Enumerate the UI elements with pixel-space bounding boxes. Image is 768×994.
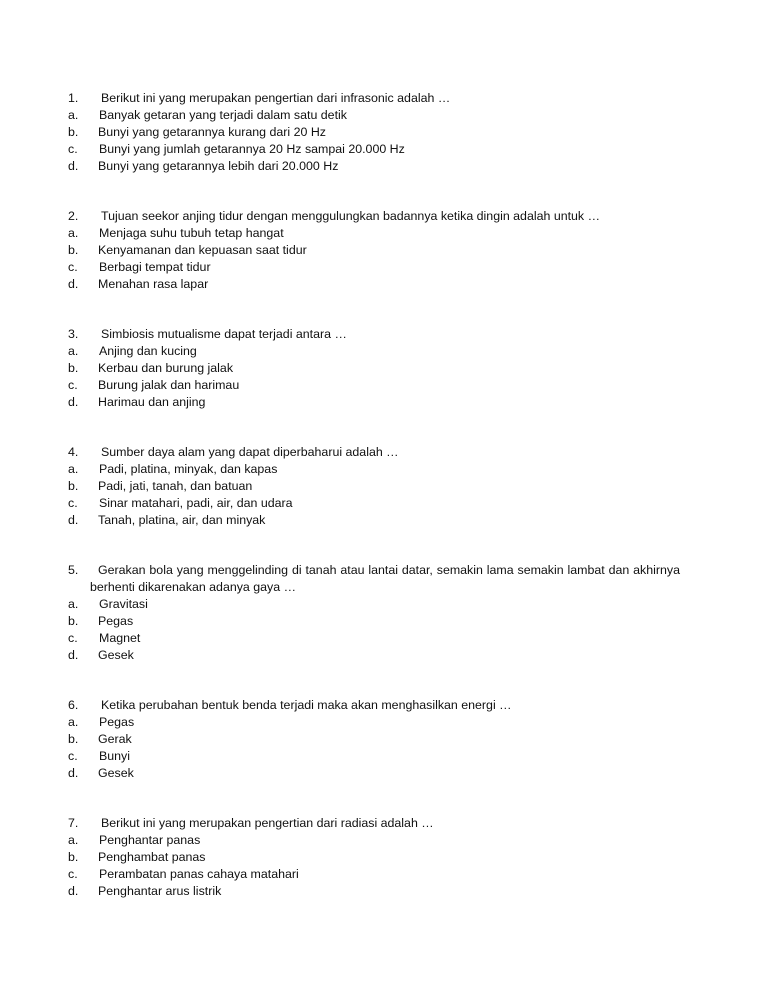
option-text: Gesek <box>98 766 134 780</box>
option-text: Bunyi yang jumlah getarannya 20 Hz sampai 20.000 Hz <box>99 142 405 156</box>
question-list <box>68 90 680 933</box>
question-text: Berikut ini yang merupakan pengertian dari radiasi adalah … <box>101 816 434 830</box>
option-text: Padi, platina, minyak, dan kapas <box>99 462 278 476</box>
option-text: Banyak getaran yang terjadi dalam satu detik <box>99 108 347 122</box>
question-number: 7. <box>68 816 79 830</box>
option-row <box>68 461 680 478</box>
option-row <box>68 883 680 900</box>
option-letter: d. <box>68 159 79 173</box>
option-text: Bunyi yang getarannya kurang dari 20 Hz <box>98 125 326 139</box>
question-number: 3. <box>68 327 79 341</box>
option-letter: c. <box>68 378 78 392</box>
question-item <box>68 444 680 529</box>
option-row <box>68 714 680 731</box>
option-text: Menahan rasa lapar <box>98 277 209 291</box>
option-text: Burung jalak dan harimau <box>98 378 240 392</box>
option-text: Gerak <box>98 732 132 746</box>
option-text: Pegas <box>99 715 135 729</box>
option-letter: d. <box>68 277 79 291</box>
option-row <box>68 158 680 175</box>
option-text: Penghantar panas <box>99 833 201 847</box>
option-text: Anjing dan kucing <box>99 344 197 358</box>
option-row <box>68 849 680 866</box>
option-row <box>68 647 680 664</box>
option-row <box>68 613 680 630</box>
option-letter: b. <box>68 614 79 628</box>
question-item <box>68 208 680 293</box>
option-text: Harimau dan anjing <box>98 395 206 409</box>
option-text: Pegas <box>98 614 134 628</box>
option-row <box>68 124 680 141</box>
question-text: Tujuan seekor anjing tidur dengan menggulungkan badannya ketika dingin adalah untuk … <box>101 209 600 223</box>
option-letter: b. <box>68 361 79 375</box>
question-number: 1. <box>68 91 79 105</box>
option-row <box>68 141 680 158</box>
option-row <box>68 495 680 512</box>
option-letter: d. <box>68 395 79 409</box>
option-letter: b. <box>68 125 79 139</box>
option-row <box>68 276 680 293</box>
option-letter: a. <box>68 344 79 358</box>
question-number: 2. <box>68 209 79 223</box>
option-letter: c. <box>68 749 78 763</box>
question-number: 6. <box>68 698 79 712</box>
option-text: Magnet <box>99 631 141 645</box>
question-text: Gerakan bola yang menggelinding di tanah atau lantai datar, semakin lama semakin lambat dan akhirnya berhenti dikarenakan adanya gaya … <box>90 563 680 594</box>
question-item <box>68 326 680 411</box>
question-row <box>68 562 680 596</box>
option-letter: b. <box>68 732 79 746</box>
option-row <box>68 377 680 394</box>
option-letter: a. <box>68 833 79 847</box>
option-letter: d. <box>68 648 79 662</box>
option-letter: a. <box>68 108 79 122</box>
option-text: Menjaga suhu tubuh tetap hangat <box>99 226 284 240</box>
option-row <box>68 242 680 259</box>
option-row <box>68 360 680 377</box>
option-letter: b. <box>68 243 79 257</box>
question-text: Sumber daya alam yang dapat diperbaharui adalah … <box>101 445 399 459</box>
option-text: Padi, jati, tanah, dan batuan <box>98 479 253 493</box>
option-letter: b. <box>68 850 79 864</box>
option-row <box>68 832 680 849</box>
option-letter: c. <box>68 142 78 156</box>
option-row <box>68 731 680 748</box>
option-text: Bunyi yang getarannya lebih dari 20.000 Hz <box>98 159 339 173</box>
question-row <box>68 326 680 343</box>
question-row <box>68 208 680 225</box>
option-letter: d. <box>68 884 79 898</box>
question-item <box>68 562 680 664</box>
option-row <box>68 225 680 242</box>
question-item <box>68 697 680 782</box>
option-text: Perambatan panas cahaya matahari <box>99 867 299 881</box>
option-row <box>68 107 680 124</box>
option-letter: a. <box>68 226 79 240</box>
question-row <box>68 815 680 832</box>
question-text: Ketika perubahan bentuk benda terjadi maka akan menghasilkan energi … <box>101 698 512 712</box>
option-letter: a. <box>68 597 79 611</box>
option-text: Kerbau dan burung jalak <box>98 361 234 375</box>
option-row <box>68 748 680 765</box>
option-row <box>68 596 680 613</box>
question-text: Berikut ini yang merupakan pengertian dari infrasonic adalah … <box>101 91 451 105</box>
option-row <box>68 512 680 529</box>
option-row <box>68 478 680 495</box>
option-row <box>68 630 680 647</box>
question-item <box>68 815 680 900</box>
question-number: 5. <box>68 563 79 577</box>
option-letter: c. <box>68 260 78 274</box>
option-letter: d. <box>68 513 79 527</box>
option-row <box>68 866 680 883</box>
option-text: Gravitasi <box>99 597 148 611</box>
option-row <box>68 343 680 360</box>
option-text: Kenyamanan dan kepuasan saat tidur <box>98 243 307 257</box>
question-row <box>68 697 680 714</box>
option-row <box>68 259 680 276</box>
option-letter: c. <box>68 496 78 510</box>
option-row <box>68 765 680 782</box>
question-number: 4. <box>68 445 79 459</box>
option-row <box>68 394 680 411</box>
option-text: Penghambat panas <box>98 850 206 864</box>
option-letter: c. <box>68 867 78 881</box>
question-row <box>68 444 680 461</box>
question-row <box>68 90 680 107</box>
option-text: Penghantar arus listrik <box>98 884 222 898</box>
question-item <box>68 90 680 175</box>
option-letter: b. <box>68 479 79 493</box>
option-text: Bunyi <box>99 749 130 763</box>
option-text: Berbagi tempat tidur <box>99 260 211 274</box>
question-text: Simbiosis mutualisme dapat terjadi antara … <box>101 327 347 341</box>
option-letter: a. <box>68 462 79 476</box>
option-text: Sinar matahari, padi, air, dan udara <box>99 496 293 510</box>
option-letter: c. <box>68 631 78 645</box>
option-letter: a. <box>68 715 79 729</box>
option-letter: d. <box>68 766 79 780</box>
option-text: Gesek <box>98 648 134 662</box>
option-text: Tanah, platina, air, dan minyak <box>98 513 266 527</box>
